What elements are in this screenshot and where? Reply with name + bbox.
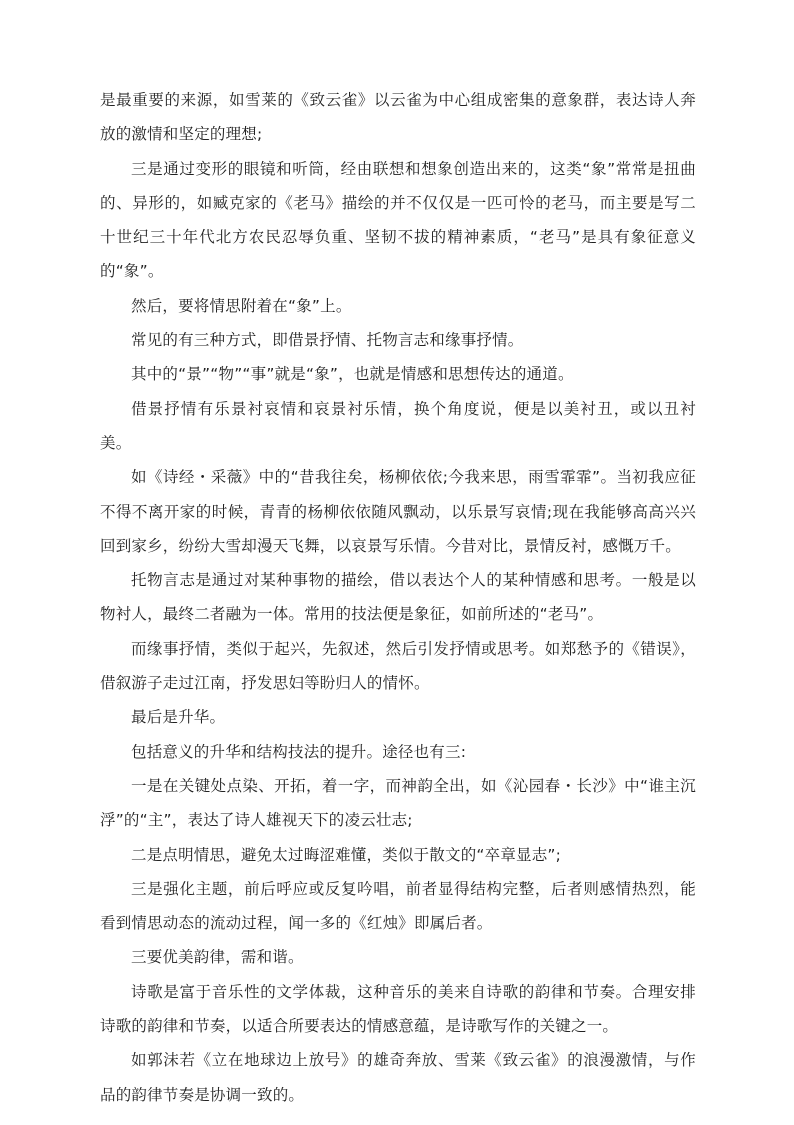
paragraph-15: 三要优美韵律，需和谐。 (131, 948, 304, 967)
document-body (100, 83, 696, 1112)
paragraph-9: 而缘事抒情，类似于起兴，先叙述，然后引发抒情或思考。如郑愁予的《错误》，借叙游子走过江南，抒发思妇等盼归人的情怀。 (100, 639, 696, 693)
paragraph-8: 托物言志是通过对某种事物的描绘，借以表达个人的某种情感和思考。一般是以物衬人，最终二者融为一体。常用的技法便是象征，如前所述的“老马”。 (100, 571, 696, 624)
paragraph-12: 一是在关键处点染、开拓，着一字，而神韵全出，如《沁园春・长沙》中“谁主沉浮”的“主”，表达了诗人雄视天下的凌云壮志; (100, 776, 696, 830)
paragraph-5: 其中的“景”“物”“事”就是“象”，也就是情感和思想传达的通道。 (131, 365, 574, 384)
paragraph-13: 二是点明情思，避免太过晦涩难懂，类似于散文的“卒章显志”; (131, 845, 562, 864)
paragraph-2: 三是通过变形的眼镜和听筒，经由联想和想象创造出来的，这类“象”常常是扭曲的、异形的，如臧克家的《老马》描绘的并不仅仅是一匹可怜的老马，而主要是写二十世纪三十年代北方农民忍辱负重、坚韧不拔的精神素质，“老马”是具有象征意义的“象”。 (100, 159, 696, 281)
paragraph-10: 最后是升华。 (131, 708, 226, 727)
paragraph-16: 诗歌是富于音乐性的文学体裁，这种音乐的美来自诗歌的韵律和节奏。合理安排诗歌的韵律和节奏，以适合所要表达的情感意蕴，是诗歌写作的关键之一。 (100, 982, 696, 1036)
paragraph-6: 借景抒情有乐景衬哀情和哀景衬乐情，换个角度说，便是以美衬丑，或以丑衬美。 (100, 399, 696, 452)
paragraph-17: 如郭沫若《立在地球边上放号》的雄奇奔放、雪莱《致云雀》的浪漫激情，与作品的韵律节奏是协调一致的。 (100, 1051, 696, 1104)
paragraph-3: 然后，要将情思附着在“象”上。 (131, 296, 352, 315)
paragraph-14: 三是强化主题，前后呼应或反复吟唱，前者显得结构完整，后者则感情热烈，能看到情思动态的流动过程，闻一多的《红烛》即属后者。 (100, 879, 696, 933)
paragraph-4: 常见的有三种方式，即借景抒情、托物言志和缘事抒情。 (131, 331, 524, 350)
paragraph-11: 包括意义的升华和结构技法的提升。途径也有三: (131, 742, 467, 761)
paragraph-7: 如《诗经・采薇》中的“昔我往矣，杨柳依依;今我来思，雨雪霏霏”。当初我应征不得不离开家的时候，青青的杨柳依依随风飘动，以乐景写哀情;现在我能够高高兴兴回到家乡，纷纷大雪却漫天飞舞，以哀景写乐情。今昔对比，景情反衬，感慨万千。 (100, 468, 696, 555)
paragraph-1: 是最重要的来源，如雪莱的《致云雀》以云雀为中心组成密集的意象群，表达诗人奔放的激情和坚定的理想; (100, 91, 696, 144)
